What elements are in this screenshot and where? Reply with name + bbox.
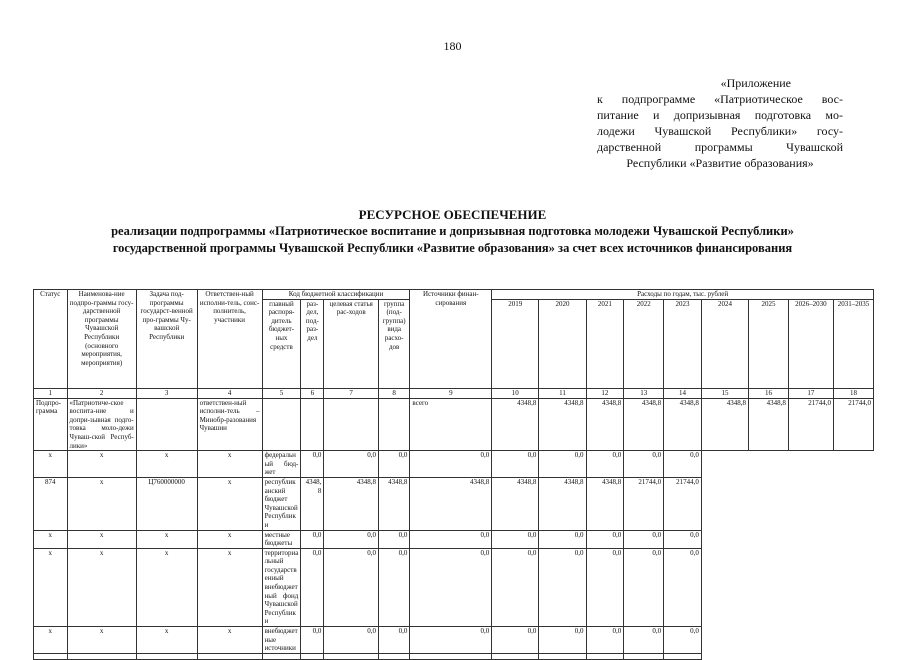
empty-cell — [539, 653, 586, 659]
source-row — [34, 451, 874, 478]
value-cell: 0,0 — [624, 451, 664, 478]
value-cell: 0,0 — [410, 627, 492, 654]
value-cell: 4348,8 — [749, 398, 789, 451]
empty-cell — [664, 653, 702, 659]
value-cell: 0,0 — [324, 451, 379, 478]
empty-cell — [197, 653, 262, 659]
empty-cell — [301, 653, 324, 659]
value-cell: 0,0 — [410, 548, 492, 626]
appendix-line: питание и допризывная подготовка мо- — [597, 108, 843, 122]
column-number: 18 — [833, 388, 873, 398]
total-row — [34, 398, 874, 451]
column-number: 9 — [410, 388, 492, 398]
value-cell: 4348,8 — [586, 398, 624, 451]
column-number: 17 — [788, 388, 833, 398]
empty-cell — [624, 653, 664, 659]
code-cell: 874 — [34, 477, 68, 530]
source-cell: федеральный бюд-жет — [262, 451, 301, 478]
value-cell: 0,0 — [664, 548, 702, 626]
value-cell: 0,0 — [539, 627, 586, 654]
value-cell: 0,0 — [378, 627, 409, 654]
value-cell: 4348,8 — [492, 398, 539, 451]
empty-cell — [324, 653, 379, 659]
value-cell: 4348,8 — [539, 398, 586, 451]
code-cell — [378, 398, 409, 451]
appendix-line: дарственной программы Чувашской — [597, 140, 843, 154]
header-vr: группа (под-группа) вида расхо-дов — [378, 299, 409, 388]
source-cell: республиканский бюджет Чувашской Республики — [262, 477, 301, 530]
column-number: 7 — [324, 388, 379, 398]
value-cell: 4348,8 — [378, 477, 409, 530]
code-cell: x — [67, 548, 136, 626]
code-cell: Ц760000000 — [136, 477, 197, 530]
code-cell — [262, 398, 301, 451]
code-cell: x — [136, 451, 197, 478]
source-cell: всего — [410, 398, 492, 451]
value-cell: 0,0 — [624, 530, 664, 548]
appendix-note — [597, 75, 843, 171]
value-cell: 0,0 — [324, 548, 379, 626]
code-cell: x — [34, 627, 68, 654]
code-cell: x — [197, 530, 262, 548]
value-cell: 0,0 — [324, 627, 379, 654]
value-cell: 4348,8 — [324, 477, 379, 530]
column-number: 13 — [624, 388, 664, 398]
source-cell: территориальный государственный внебюджетный фонд Чувашской Республики — [262, 548, 301, 626]
appendix-line: лодежи Чувашской Республики» госу- — [597, 124, 843, 138]
code-cell: x — [197, 548, 262, 626]
code-cell: x — [34, 548, 68, 626]
header-csr: целевая статья рас-ходов — [324, 299, 379, 388]
code-cell: x — [197, 627, 262, 654]
value-cell: 0,0 — [586, 451, 624, 478]
value-cell: 0,0 — [301, 627, 324, 654]
value-cell: 0,0 — [410, 530, 492, 548]
value-cell: 0,0 — [378, 530, 409, 548]
value-cell: 0,0 — [324, 530, 379, 548]
header-status: Статус — [34, 290, 68, 389]
column-number: 16 — [749, 388, 789, 398]
value-cell: 0,0 — [664, 627, 702, 654]
empty-cell — [410, 653, 492, 659]
value-cell: 4348,8 — [624, 398, 664, 451]
value-cell: 4348,8 — [586, 477, 624, 530]
header-year: 2025 — [749, 299, 789, 388]
source-cell: внебюджетные источники — [262, 627, 301, 654]
value-cell: 0,0 — [492, 548, 539, 626]
value-cell: 21744,0 — [624, 477, 664, 530]
value-cell: 0,0 — [586, 548, 624, 626]
document-title — [0, 206, 905, 257]
code-cell: x — [136, 548, 197, 626]
header-year: 2019 — [492, 299, 539, 388]
header-task: Задача под-программы государст-венной про-граммы Чу-вашской Республики — [136, 290, 197, 389]
empty-cell — [136, 653, 197, 659]
code-cell: x — [136, 530, 197, 548]
appendix-line: «Приложение — [720, 76, 791, 90]
title-subheading: реализации подпрограммы «Патриотическое воспитание и допризывная подготовка молодежи Чувашской Республики» — [111, 224, 794, 238]
header-rz: раз-дел, под-раз-дел — [301, 299, 324, 388]
header-year: 2031–2035 — [833, 299, 873, 388]
column-number: 2 — [67, 388, 136, 398]
value-cell: 0,0 — [586, 530, 624, 548]
title-heading: РЕСУРСНОЕ ОБЕСПЕЧЕНИЕ — [358, 207, 547, 222]
value-cell: 0,0 — [492, 627, 539, 654]
appendix-line: Республики «Развитие образования» — [626, 156, 814, 170]
value-cell: 0,0 — [539, 530, 586, 548]
value-cell: 4348,8 — [410, 477, 492, 530]
header-year: 2022 — [624, 299, 664, 388]
value-cell: 0,0 — [664, 530, 702, 548]
header-sources: Источники финан-сирования — [410, 290, 492, 389]
value-cell: 0,0 — [624, 548, 664, 626]
value-cell: 0,0 — [410, 451, 492, 478]
appendix-line: к подпрограмме «Патриотическое вос- — [597, 92, 843, 106]
task-cell — [136, 398, 197, 451]
code-cell: x — [136, 627, 197, 654]
header-gr: главный распоря-дитель бюджет-ных средств — [262, 299, 301, 388]
title-subheading: государственной программы Чувашской Республики «Развитие образования» за счет всех источников финансирования — [112, 241, 793, 255]
empty-cell — [34, 653, 68, 659]
value-cell: 0,0 — [539, 451, 586, 478]
value-cell: 0,0 — [492, 530, 539, 548]
value-cell: 4348,8 — [701, 398, 748, 451]
empty-cell — [492, 653, 539, 659]
value-cell: 21744,0 — [664, 477, 702, 530]
column-number: 15 — [701, 388, 748, 398]
value-cell: 4348,8 — [301, 477, 324, 530]
header-responsible: Ответствен-ный исполни-тель, соис-полнитель, участники — [197, 290, 262, 389]
value-cell: 0,0 — [664, 451, 702, 478]
empty-cell — [378, 653, 409, 659]
code-cell: x — [197, 477, 262, 530]
header-year: 2024 — [701, 299, 748, 388]
value-cell: 0,0 — [624, 627, 664, 654]
value-cell: 0,0 — [301, 451, 324, 478]
header-year: 2026–2030 — [788, 299, 833, 388]
header-name: Наименова-ние подпро-граммы госу-дарственной программы Чувашской Республики (основного мероприятия, мероприятия) — [67, 290, 136, 389]
value-cell: 0,0 — [301, 548, 324, 626]
header-year: 2021 — [586, 299, 624, 388]
status-cell: Подпро-грамма — [34, 398, 68, 451]
source-cell: местные бюджеты — [262, 530, 301, 548]
code-cell: x — [34, 451, 68, 478]
column-number: 4 — [197, 388, 262, 398]
header-budget-code: Код бюджетной классификации — [262, 290, 410, 300]
column-number-row — [34, 388, 874, 398]
column-number: 14 — [664, 388, 702, 398]
code-cell: x — [67, 477, 136, 530]
value-cell: 4348,8 — [539, 477, 586, 530]
column-number: 6 — [301, 388, 324, 398]
value-cell: 4348,8 — [664, 398, 702, 451]
value-cell: 0,0 — [378, 451, 409, 478]
value-cell: 0,0 — [492, 451, 539, 478]
header-year: 2023 — [664, 299, 702, 388]
column-number: 1 — [34, 388, 68, 398]
value-cell: 21744,0 — [833, 398, 873, 451]
code-cell: x — [67, 627, 136, 654]
empty-cell — [262, 653, 301, 659]
code-cell: x — [197, 451, 262, 478]
value-cell: 0,0 — [539, 548, 586, 626]
value-cell: 21744,0 — [788, 398, 833, 451]
column-number: 3 — [136, 388, 197, 398]
value-cell: 0,0 — [586, 627, 624, 654]
value-cell: 4348,8 — [492, 477, 539, 530]
column-number: 12 — [586, 388, 624, 398]
empty-cell — [586, 653, 624, 659]
empty-cell — [67, 653, 136, 659]
code-cell: x — [67, 530, 136, 548]
header-expenses: Расходы по годам, тыс. рублей — [492, 290, 874, 300]
column-number: 8 — [378, 388, 409, 398]
responsible-cell: ответствен-ный исполни-тель – Минобр-разования Чувашии — [197, 398, 262, 451]
spacer-row — [34, 653, 874, 659]
value-cell: 0,0 — [378, 548, 409, 626]
page-number: 180 — [443, 39, 462, 53]
code-cell — [324, 398, 379, 451]
code-cell — [301, 398, 324, 451]
code-cell: x — [67, 451, 136, 478]
column-number: 11 — [539, 388, 586, 398]
source-row — [34, 477, 874, 530]
resource-table — [33, 289, 874, 660]
source-row — [34, 548, 874, 626]
header-year: 2020 — [539, 299, 586, 388]
source-row — [34, 530, 874, 548]
code-cell: x — [34, 530, 68, 548]
program-name-cell: «Патриотиче-ское воспита-ние и допри-зывная подго-товка моло-дежи Чуваш-ской Респуб-лики» — [67, 398, 136, 451]
column-number: 5 — [262, 388, 301, 398]
value-cell: 0,0 — [301, 530, 324, 548]
column-number: 10 — [492, 388, 539, 398]
